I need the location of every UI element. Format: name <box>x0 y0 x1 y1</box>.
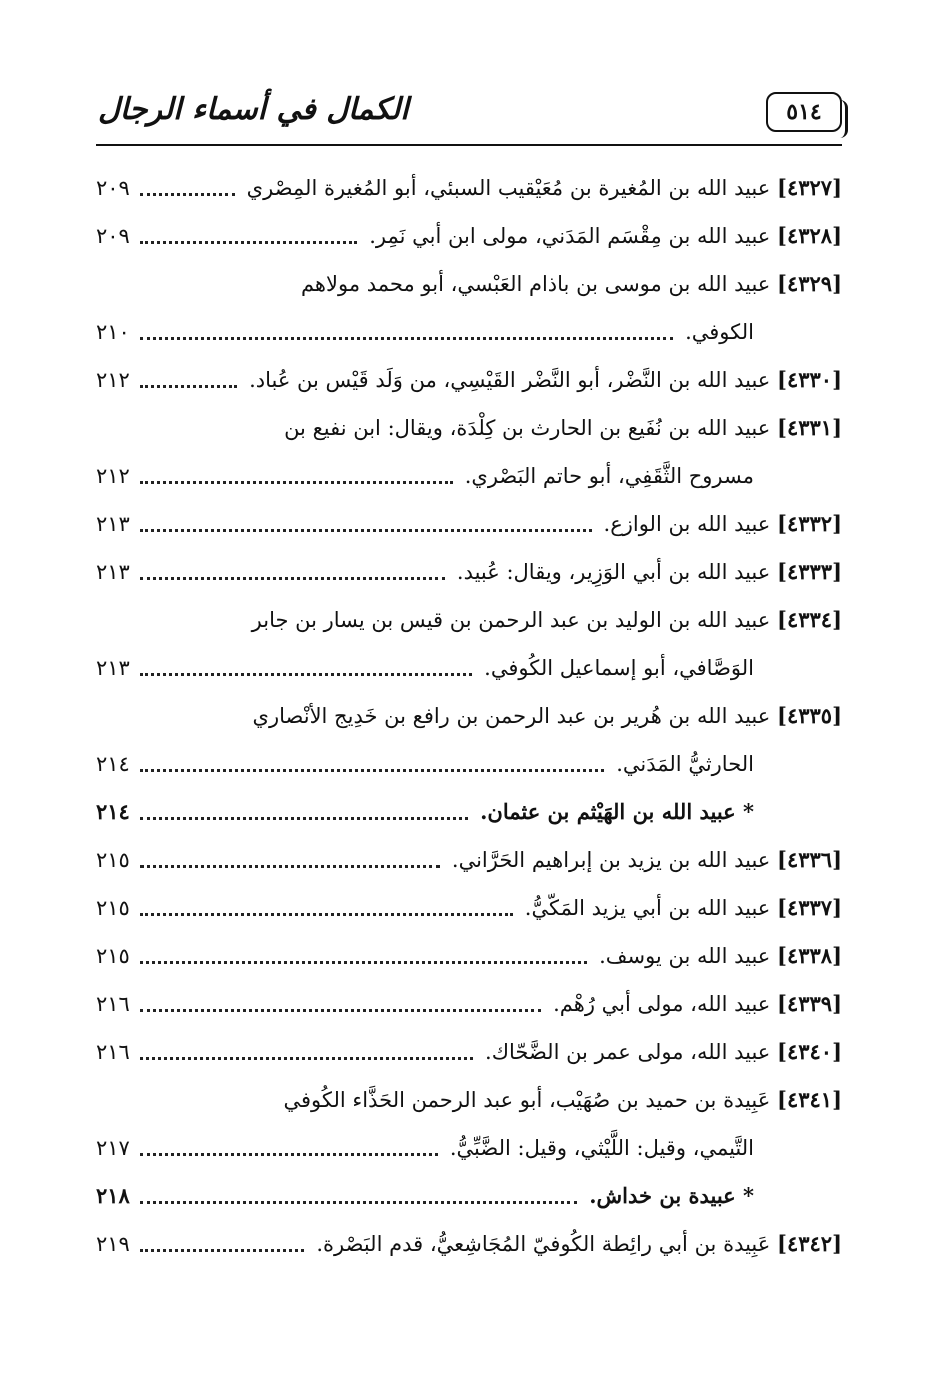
index-entry <box>96 405 842 453</box>
entry-text <box>525 893 842 923</box>
dot-leader <box>140 865 440 868</box>
entry-text <box>589 1181 754 1211</box>
entry-page-ref: ٢١٦ <box>96 992 130 1016</box>
page-number: ٥١٤ <box>786 99 822 125</box>
dot-leader <box>140 1057 473 1060</box>
index-entry <box>96 1029 842 1077</box>
index-entry <box>96 501 842 549</box>
index-entry <box>96 309 842 357</box>
index-list <box>96 165 842 1269</box>
dot-leader <box>140 769 604 772</box>
entry-number: [٤٣٣٥] <box>777 703 842 728</box>
dot-leader <box>140 1249 304 1252</box>
dot-leader <box>140 337 673 340</box>
index-entry <box>96 1077 842 1125</box>
dot-leader <box>140 1201 577 1204</box>
entry-title: عبيد الله بن الوازع. <box>603 512 771 536</box>
entry-title: عبيد الله بن موسى بن باذام العَبْسي، أبو محمد مولاهم <box>300 272 771 296</box>
entry-title: عبيد الله بن المُغيرة بن مُعَيْقيب السبئي، أبو المُغيرة المِصْري <box>246 176 771 200</box>
index-entry <box>96 741 842 789</box>
entry-continuation: مسروح الثَّقَفِي، أبو حاتم البَصْري. <box>464 464 754 488</box>
entry-number: [٤٣٣٨] <box>777 943 842 968</box>
entry-title: عبيد الله بن الوليد بن عبد الرحمن بن قيس بن يسار بن جابر <box>251 608 771 632</box>
entry-number: [٤٣٣١] <box>777 415 842 440</box>
index-entry <box>96 165 842 213</box>
index-entry <box>96 645 842 693</box>
dot-leader <box>140 1153 438 1156</box>
entry-title: عبيد الله بن أبي الوَزِير، ويقال: عُبيد. <box>456 560 771 584</box>
entry-text <box>253 701 842 731</box>
entry-title: عبيد الله بن يزيد بن إبراهيم الحَرَّاني. <box>451 848 771 872</box>
entry-number: [٤٣٣٦] <box>777 847 842 872</box>
entry-page-ref: ٢١٧ <box>96 1136 130 1160</box>
entry-text <box>369 221 842 251</box>
entry-page-ref: ٢١٩ <box>96 1232 130 1256</box>
dot-leader <box>140 577 445 580</box>
entry-number: [٤٣٤٢] <box>777 1231 842 1256</box>
entry-number: [٤٣٣٢] <box>777 511 842 536</box>
entry-text <box>301 269 842 299</box>
entry-title: عبيد الله بن مِقْسَم المَدَني، مولى ابن أبي نَمِر. <box>369 224 771 248</box>
entry-title: * عبيد الله بن الهَيْثم بن عثمان. <box>480 799 754 824</box>
dot-leader <box>140 529 592 532</box>
entry-title: عبيد الله بن أبي يزيد المَكّيُّ. <box>524 896 771 920</box>
dot-leader <box>140 385 237 388</box>
entry-page-ref: ٢١٢ <box>96 464 130 488</box>
entry-number: [٤٣٣٩] <box>777 991 842 1016</box>
entry-title: عبيد الله بن هُرير بن عبد الرحمن بن رافع بن خَدِيج الأنْصاري <box>252 704 771 728</box>
entry-text <box>485 1037 842 1067</box>
entry-page-ref: ٢١٥ <box>96 848 130 872</box>
dot-leader <box>140 1009 541 1012</box>
dot-leader <box>140 193 235 196</box>
index-entry <box>96 837 842 885</box>
entry-text <box>284 413 842 443</box>
entry-page-ref: ٢١٣ <box>96 560 130 584</box>
index-entry <box>96 933 842 981</box>
dot-leader <box>140 673 472 676</box>
entry-number: [٤٣٣٤] <box>777 607 842 632</box>
entry-page-ref: ٢٠٩ <box>96 224 130 248</box>
entry-text <box>457 557 842 587</box>
entry-page-ref: ٢١٥ <box>96 896 130 920</box>
entry-title: عبيد الله، مولى عمر بن الضَّحّاك. <box>485 1040 771 1064</box>
entry-text <box>252 605 842 635</box>
entry-title: عبيد الله بن نُفَيع بن الحارث بن كِلْدَة، ويقال: ابن نفيع بن <box>284 416 771 440</box>
dot-leader <box>140 913 513 916</box>
entry-page-ref: ٢١٣ <box>96 656 130 680</box>
index-entry <box>96 549 842 597</box>
entry-text <box>452 845 842 875</box>
entry-continuation: الوَصَّافي، أبو إسماعيل الكُوفي. <box>484 656 754 680</box>
entry-number: [٤٣٣٧] <box>777 895 842 920</box>
entry-text <box>599 941 842 971</box>
entry-text <box>316 1229 842 1259</box>
index-entry <box>96 261 842 309</box>
entry-continuation: التَّيمي، وقيل: اللَّيْثي، وقيل: الضَّبِّيُّ. <box>449 1136 754 1160</box>
entry-page-ref: ٢١٠ <box>96 320 130 344</box>
index-entry <box>96 1221 842 1269</box>
entry-continuation: الحارثيُّ المَدَني. <box>616 752 754 776</box>
index-entry-unnumbered <box>96 789 842 837</box>
entry-title: * عبيدة بن خداش. <box>589 1183 754 1208</box>
entry-title: عبيد الله، مولى أبي رُهْم. <box>553 992 771 1016</box>
entry-number: [٤٣٢٩] <box>777 271 842 296</box>
index-entry <box>96 885 842 933</box>
index-entry-unnumbered <box>96 1173 842 1221</box>
header-rule <box>96 144 842 146</box>
index-entry <box>96 453 842 501</box>
index-entry <box>96 597 842 645</box>
entry-number: [٤٣٢٧] <box>777 175 842 200</box>
entry-page-ref: ٢٠٩ <box>96 176 130 200</box>
entry-text <box>553 989 842 1019</box>
index-entry <box>96 981 842 1029</box>
page-header <box>96 80 842 146</box>
entry-page-ref: ٢١٤ <box>96 799 130 824</box>
index-entry <box>96 693 842 741</box>
page-number-badge <box>766 92 842 132</box>
entry-number: [٤٣٣٣] <box>777 559 842 584</box>
entry-page-ref: ٢١٨ <box>96 1183 130 1208</box>
entry-page-ref: ٢١٣ <box>96 512 130 536</box>
entry-number: [٤٣٤٠] <box>777 1039 842 1064</box>
entry-page-ref: ٢١٥ <box>96 944 130 968</box>
entry-number: [٤٣٢٨] <box>777 223 842 248</box>
entry-text <box>604 509 842 539</box>
entry-number: [٤٣٣٠] <box>777 367 842 392</box>
entry-continuation: الكوفي. <box>685 320 754 344</box>
index-entry <box>96 1125 842 1173</box>
entry-title: عَبِيدة بن أبي رائِطة الكُوفيّ المُجَاشِعيُّ، قدم البَصْرة. <box>316 1232 771 1256</box>
entry-text <box>284 1085 842 1115</box>
entry-text <box>480 797 754 827</box>
entry-page-ref: ٢١٤ <box>96 752 130 776</box>
index-entry <box>96 357 842 405</box>
entry-title: عَبِيدة بن حميد بن صُهَيْب، أبو عبد الرحمن الحَذَّاء الكُوفي <box>283 1088 771 1112</box>
entry-number: [٤٣٤١] <box>777 1087 842 1112</box>
dot-leader <box>140 961 587 964</box>
running-title: الكمال في أسماء الرجال <box>98 92 409 127</box>
entry-text <box>249 365 842 395</box>
entry-page-ref: ٢١٦ <box>96 1040 130 1064</box>
dot-leader <box>140 481 453 484</box>
dot-leader <box>140 241 357 244</box>
index-entry <box>96 213 842 261</box>
dot-leader <box>140 817 468 820</box>
entry-title: عبيد الله بن النَّضْر، أبو النَّضْر القَيْسِي، من وَلَد قَيْس بن عُباد. <box>249 368 771 392</box>
entry-title: عبيد الله بن يوسف. <box>599 944 771 968</box>
entry-text <box>247 173 842 203</box>
entry-page-ref: ٢١٢ <box>96 368 130 392</box>
